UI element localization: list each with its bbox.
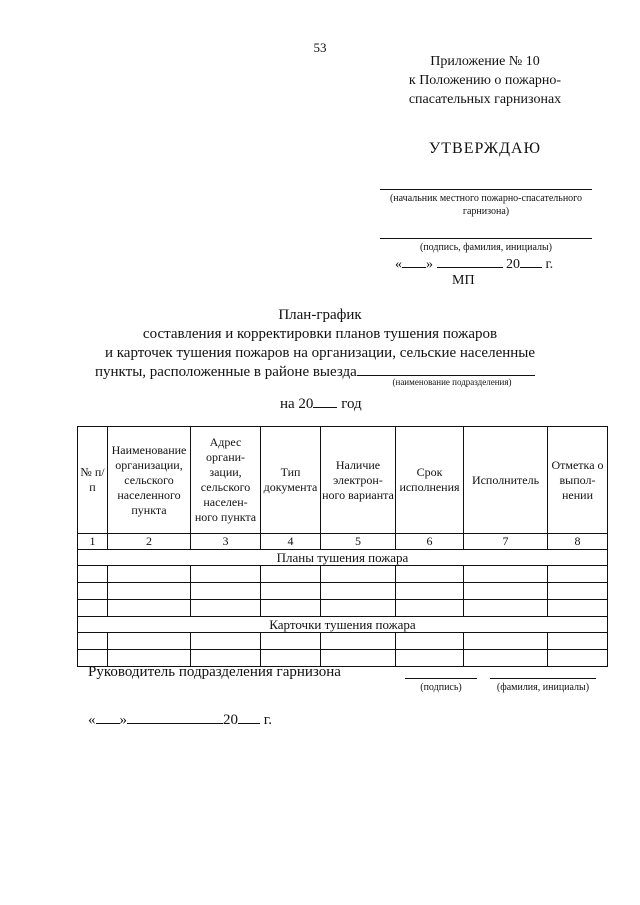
- unit-name-blank: [357, 363, 535, 376]
- stamp-mark: МП: [452, 273, 475, 288]
- header-deadline: Срок исполнения: [396, 427, 464, 534]
- column-number-row: [78, 534, 608, 550]
- table-cell: [464, 566, 548, 583]
- header-completion: Отметка о выпол-нении: [548, 427, 608, 534]
- table-row: [78, 566, 608, 583]
- header-executor: Исполнитель: [464, 427, 548, 534]
- year-blank: [313, 396, 337, 408]
- table-cell: [396, 600, 464, 617]
- header-number: № п/п: [78, 427, 108, 534]
- footer-date-open-quote: «: [88, 712, 96, 728]
- document-title: [80, 306, 560, 363]
- chief-caption: [372, 192, 600, 218]
- table-cell: [191, 633, 261, 650]
- plan-table: [77, 426, 608, 667]
- header-doc-type: Тип документа: [261, 427, 321, 534]
- chief-caption-line-1: (начальник местного пожарно-спасательного: [389, 193, 583, 204]
- title-line-1: План-график: [278, 307, 362, 323]
- table-cell: [464, 633, 548, 650]
- table-cell: [321, 583, 396, 600]
- table-cell: [108, 600, 191, 617]
- table-cell: [78, 633, 108, 650]
- table-cell: [548, 583, 608, 600]
- appendix-line-1: Приложение № 10: [430, 54, 540, 69]
- table-cell: [261, 600, 321, 617]
- section-fire-cards: Карточки тушения пожара: [78, 617, 608, 633]
- appendix-line-3: спасательных гарнизонах: [408, 92, 562, 107]
- table-row: [78, 583, 608, 600]
- year-suffix: год: [341, 396, 362, 412]
- section-row-fire-cards: [78, 617, 608, 633]
- table-cell: [548, 566, 608, 583]
- section-row-fire-plans: [78, 550, 608, 566]
- footer-signature-caption: (подпись): [420, 682, 462, 693]
- signature-caption: (подпись, фамилия, инициалы): [419, 242, 553, 253]
- table-cell: [548, 650, 608, 667]
- column-number: 7: [464, 534, 548, 550]
- footer-date-year-prefix: 20: [223, 712, 238, 728]
- table-cell: [108, 566, 191, 583]
- table-cell: [191, 566, 261, 583]
- date-year-prefix: 20: [506, 257, 520, 272]
- column-number: 3: [191, 534, 261, 550]
- column-number: 5: [321, 534, 396, 550]
- table-cell: [396, 583, 464, 600]
- table-cell: [108, 583, 191, 600]
- footer-signature-line: [405, 678, 477, 679]
- signer-title: Руководитель подразделения гарнизона: [88, 664, 341, 680]
- table-row: [78, 600, 608, 617]
- column-number: 4: [261, 534, 321, 550]
- chief-signature-line: [380, 189, 592, 190]
- title-line-4: пункты, расположенные в районе выезда: [95, 364, 357, 380]
- column-number: 6: [396, 534, 464, 550]
- table-cell: [321, 566, 396, 583]
- approval-date: [395, 256, 585, 273]
- footer-date-close-quote: »: [119, 712, 127, 728]
- table-cell: [78, 600, 108, 617]
- table-cell: [321, 600, 396, 617]
- page-number: 53: [313, 40, 327, 55]
- column-number: 2: [108, 534, 191, 550]
- table-cell: [191, 583, 261, 600]
- date-open-quote: «: [395, 257, 402, 272]
- column-number: 8: [548, 534, 608, 550]
- date-year-blank: [520, 256, 542, 268]
- chief-caption-line-2: гарнизона): [462, 206, 510, 217]
- column-number: 1: [78, 534, 108, 550]
- signature-line: [380, 238, 592, 239]
- table-header-row: [78, 427, 608, 534]
- approval-title: УТВЕРЖДАЮ: [428, 140, 542, 157]
- plan-year: [280, 396, 362, 413]
- date-close-quote: »: [426, 257, 433, 272]
- table-cell: [261, 566, 321, 583]
- table-cell: [548, 633, 608, 650]
- table-cell: [464, 650, 548, 667]
- table-cell: [321, 633, 396, 650]
- table-cell: [396, 650, 464, 667]
- unit-caption: (наименование подразделения): [392, 377, 512, 387]
- header-organization: Наименование организации, сельского населенного пункта: [108, 427, 191, 534]
- table-cell: [261, 633, 321, 650]
- table-cell: [548, 600, 608, 617]
- year-prefix: на 20: [280, 396, 314, 412]
- table-cell: [396, 633, 464, 650]
- header-electronic: Наличие электрон-ного варианта: [321, 427, 396, 534]
- footer-name-line: [490, 678, 596, 679]
- table-cell: [108, 633, 191, 650]
- appendix-line-2: к Положению о пожарно-: [408, 73, 562, 88]
- table-cell: [78, 566, 108, 583]
- title-line-3: и карточек тушения пожаров на организации, сельские населенные: [104, 345, 536, 361]
- table-cell: [261, 583, 321, 600]
- table-cell: [464, 583, 548, 600]
- appendix-block: [380, 52, 590, 109]
- table-cell: [191, 600, 261, 617]
- table-cell: [464, 600, 548, 617]
- header-address: Адрес органи-зации, сельского населен-ного пункта: [191, 427, 261, 534]
- footer-date: [88, 712, 272, 729]
- footer-date-year-blank: [238, 712, 260, 724]
- date-day-blank: [402, 256, 426, 268]
- footer-date-day-blank: [96, 712, 120, 724]
- date-year-suffix: г.: [545, 257, 554, 272]
- table-row: [78, 633, 608, 650]
- table-cell: [396, 566, 464, 583]
- footer-name-caption: (фамилия, инициалы): [496, 682, 590, 693]
- table-cell: [78, 583, 108, 600]
- footer-date-suffix: г.: [263, 712, 272, 728]
- title-line-2: составления и корректировки планов тушения пожаров: [142, 326, 498, 342]
- date-month-blank: [437, 256, 503, 268]
- section-fire-plans: Планы тушения пожара: [78, 550, 608, 566]
- footer-date-month-blank: [127, 712, 223, 724]
